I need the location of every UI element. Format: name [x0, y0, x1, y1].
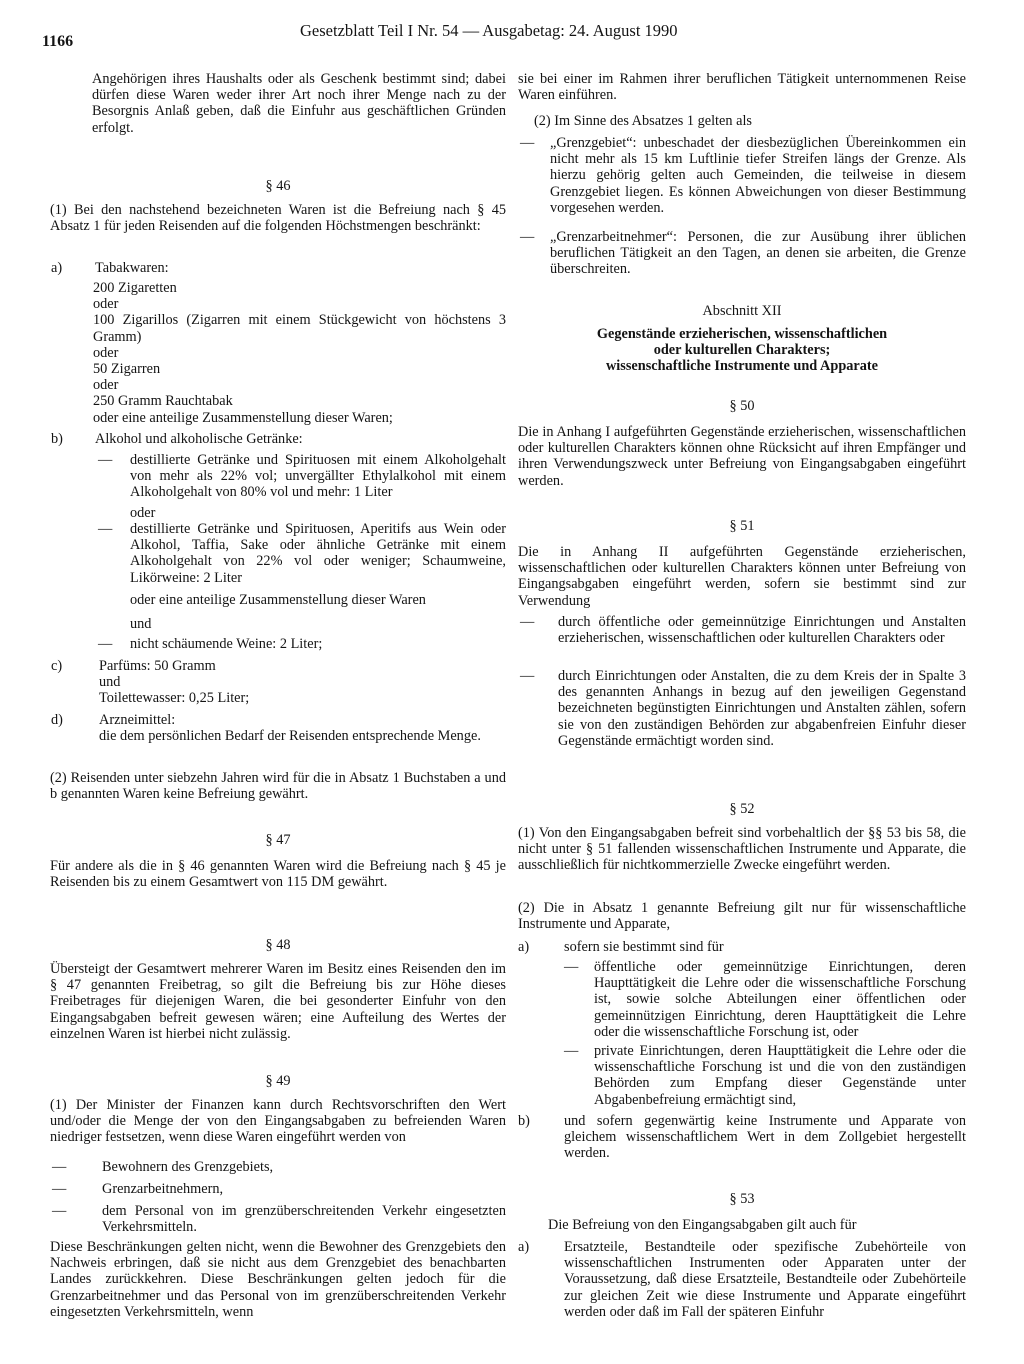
- intro-paragraph: Angehörigen ihres Haushalts oder als Geschenk bestimmt sind; dabei dürfen diese Waren weder ihrer Art noch ihrer Menge nach zu der Besorgnis Anlaß geben, daß die Einfuhr aus geschäftlichen Gründen erfolgt.: [92, 71, 506, 136]
- alcohol-item: [98, 636, 506, 652]
- dash-item-text: private Einrichtungen, deren Haupttätigkeit die Lehre oder die wissenschaftliche Forschung ist und die von den zuständigen Behörden zum Empfang dieser Gegenstände unter Abgabenbefreiung ermächtigt sind,: [594, 1043, 966, 1108]
- quantity-line: oder: [93, 296, 119, 313]
- alcohol-item-text: destillierte Getränke und Spirituosen mit einem Alkoholgehalt von mehr als 22% vol; unvergällter Ethylalkohol mit einem Alkoholgehalt von 80% vol und mehr: 1 Liter: [130, 452, 506, 501]
- dash-marker: —: [52, 1159, 67, 1175]
- dash-item: [564, 959, 966, 1040]
- alcohol-item: [98, 452, 506, 501]
- dash-marker: —: [98, 452, 113, 468]
- list-line: Parfüms: 50 Gramm: [99, 658, 216, 674]
- list-line: Arzneimittel:: [99, 712, 176, 728]
- running-head: Gesetzblatt Teil I Nr. 54 — Ausgabetag: 24. August 1990: [300, 21, 678, 40]
- dash-marker: —: [520, 668, 535, 684]
- quantity-line: oder: [93, 377, 119, 394]
- quantity-line: 250 Gramm Rauchtabak: [93, 393, 233, 410]
- list-item-text: sofern sie bestimmt sind für: [564, 939, 724, 955]
- dash-marker: —: [520, 135, 535, 151]
- dash-marker: —: [52, 1203, 67, 1219]
- definition-item: [520, 135, 966, 216]
- list-marker: c): [51, 658, 63, 674]
- section-48-paragraph: Übersteigt der Gesamtwert mehrerer Waren im Besitz eines Reisenden den im § 47 genannten Freibetrag, so gilt die Befreiung bis zur Höhe dieses Freibetrages für diejenigen Waren, die bei gesonderter Einfuhr von den Eingangsabgaben befreit gewesen wären; eine Aufteilung des Wertes der einzelnen Waren ist hierbei nicht zulässig.: [50, 961, 506, 1042]
- dash-item: [520, 668, 966, 749]
- section-title-line: Gegenstände erzieherischen, wissenschaftlichen: [596, 326, 888, 342]
- definition-item: [520, 229, 966, 278]
- list-marker: a): [518, 939, 530, 955]
- section-46-paragraph-2: (2) Reisenden unter siebzehn Jahren wird für die in Absatz 1 Buchstaben a und b genannten Waren keine Befreiung gewährt.: [50, 770, 506, 803]
- section-53-heading: § 53: [729, 1191, 755, 1207]
- section-46-paragraph-1: (1) Bei den nachstehend bezeichneten Waren ist die Befreiung nach § 45 Absatz 1 für jeden Reisenden auf die folgenden Höchstmengen beschränkt:: [50, 202, 506, 235]
- dash-marker: —: [520, 614, 535, 630]
- intro-paragraph: sie bei einer im Rahmen ihrer beruflichen Tätigkeit unternommenen Reise Waren einführen.: [518, 71, 966, 104]
- list-marker: b): [51, 431, 63, 447]
- dash-item-text: durch Einrichtungen oder Anstalten, die zu dem Kreis der in Spalte 3 des genannten Anhangs in bezug auf den jeweiligen Gegenstand bezeichneten begünstigten Einrichtungen und Anstalten zählen, sofern sie von den zuständigen Behörden zur abgabenfreien Einfuhr dieser Gegenstände ermächtigt worden sind.: [558, 668, 966, 749]
- dash-marker: —: [98, 636, 113, 652]
- section-49-heading: § 49: [265, 1073, 291, 1089]
- definition-text: „Grenzgebiet“: unbeschadet der diesbezüglichen Übereinkommen ein nicht mehr als 15 km Luftlinie tiefer Streifen längs der Grenze. Als hierzu gehörig gelten auch Gemeinden, die teilweise in diesem Grenzgebiet liegen. Es können Abweichungen von dieser Bestimmung vorgesehen werden.: [550, 135, 966, 216]
- section-50-paragraph: Die in Anhang I aufgeführten Gegenstände erzieherischen, wissenschaftlichen oder kulturellen Charakters können ohne Rücksicht auf ihren Empfänger und ihren Verwendungszweck unter Befreiung von Eingangsabgaben eingeführt werden.: [518, 424, 966, 489]
- section-48-heading: § 48: [265, 937, 291, 953]
- list-item-text: und sofern gegenwärtig keine Instrumente und Apparate von gleichem wissenschaftlichem Wert in dem Zollgebiet hergestellt werden.: [564, 1113, 966, 1162]
- list-marker: d): [51, 712, 63, 728]
- list-line: die dem persönlichen Bedarf der Reisenden entsprechende Menge.: [99, 728, 481, 745]
- section-52-heading: § 52: [729, 801, 755, 817]
- dash-item-text: Bewohnern des Grenzgebiets,: [102, 1159, 274, 1175]
- list-item-d: [51, 712, 506, 745]
- quantity-line: 200 Zigaretten: [93, 280, 177, 296]
- dash-marker: —: [98, 521, 113, 537]
- page-number: 1166: [42, 33, 74, 50]
- dash-marker: —: [520, 229, 535, 245]
- section-title: [518, 326, 966, 375]
- section-50-heading: § 50: [729, 398, 755, 414]
- list-item-a: [518, 939, 966, 955]
- section-46-heading: § 46: [265, 178, 291, 194]
- dash-item-text: dem Personal von im grenzüberschreitenden Verkehr eingesetzten Verkehrsmitteln.: [102, 1203, 506, 1236]
- dash-item-text: durch öffentliche oder gemeinnützige Einrichtungen und Anstalten erzieherischen, wissenschaftlichen oder kulturellen Charakters oder: [558, 614, 966, 647]
- list-line: Toilettewasser: 0,25 Liter;: [99, 690, 250, 707]
- dash-marker: —: [52, 1181, 67, 1197]
- section-title-line: wissenschaftliche Instrumente und Apparate: [605, 358, 879, 375]
- dash-item: [52, 1181, 506, 1197]
- quantity-line: 50 Zigarren: [93, 361, 161, 378]
- alcohol-item-text: destillierte Getränke und Spirituosen, Aperitifs aus Wein oder Alkohol, Taffia, Sake oder ähnliche Getränke mit einem Alkoholgehalt von 22% vol oder weniger; Schaumweine, Likörweine: 2 Liter: [130, 521, 506, 586]
- tobacco-quantities: [93, 280, 506, 426]
- section-47-heading: § 47: [265, 832, 291, 848]
- section-label: Abschnitt XII: [702, 303, 782, 319]
- alcohol-item: [98, 521, 506, 586]
- quantity-line: oder: [93, 344, 119, 361]
- dash-item: [520, 614, 966, 647]
- list-marker: b): [518, 1113, 530, 1129]
- list-item-text: Ersatzteile, Bestandteile oder spezifische Zubehörteile von wissenschaftlichen Instrumenten oder Apparaten unter der Voraussetzung, daß diese Ersatzteile, Bestandteile oder Zubehörteile zur gleichen Zeit wie diese Instrumente und Apparate eingeführt werden oder daß im Fall der späteren Einfuhr: [564, 1239, 966, 1320]
- section-51-heading: § 51: [729, 518, 755, 534]
- list-marker: a): [51, 260, 63, 276]
- section-52-paragraph-2: (2) Die in Absatz 1 genannte Befreiung gilt nur für wissenschaftliche Instrumente und Apparate,: [518, 900, 966, 933]
- list-item-a: [51, 260, 506, 276]
- dash-item: [52, 1203, 506, 1236]
- quantity-line: 100 Zigarillos (Zigarren mit einem Stückgewicht von höchstens 3 Gramm): [93, 312, 506, 345]
- section-51-paragraph: Die in Anhang II aufgeführten Gegenstände erzieherischen, wissenschaftlichen oder kulturellen Charakters können unter Befreiung von Eingangsabgaben eingeführt werden, sofern sie bestimmt sind zur Verwendung: [518, 544, 966, 609]
- quantity-line: oder eine anteilige Zusammenstellung dieser Waren;: [93, 409, 393, 426]
- section-47-paragraph: Für andere als die in § 46 genannten Waren wird die Befreiung nach § 45 je Reisenden bis zu einem Gesamtwert von 115 DM gewährt.: [50, 858, 506, 891]
- section-53-paragraph: Die Befreiung von den Eingangsabgaben gilt auch für: [548, 1217, 857, 1233]
- dash-item: [564, 1043, 966, 1108]
- list-item-a: [518, 1239, 966, 1320]
- list-item-b: [51, 431, 506, 447]
- connector-text: oder eine anteilige Zusammenstellung dieser Waren: [130, 592, 426, 608]
- connector-text: oder: [130, 505, 156, 521]
- list-marker: a): [518, 1239, 530, 1255]
- section-title-line: oder kulturellen Charakters;: [653, 342, 831, 359]
- page-header: [0, 0, 1024, 48]
- dash-marker: —: [564, 1043, 579, 1059]
- dash-marker: —: [564, 959, 579, 975]
- alcohol-item-text: nicht schäumende Weine: 2 Liter;: [130, 636, 323, 652]
- section-52-paragraph-1: (1) Von den Eingangsabgaben befreit sind vorbehaltlich der §§ 53 bis 58, die nicht unter § 51 fallenden wissenschaftlichen Instrumente und Apparate, die ausschließlich für nichtkommerzielle Zwecke eingeführt werden.: [518, 825, 966, 874]
- definitions-intro: (2) Im Sinne des Absatzes 1 gelten als: [534, 113, 752, 129]
- list-item-title: Alkohol und alkoholische Getränke:: [95, 431, 303, 447]
- list-item-c: [51, 658, 506, 707]
- list-item-b: [518, 1113, 966, 1162]
- connector-text: und: [130, 616, 152, 632]
- section-49-paragraph-2: Diese Beschränkungen gelten nicht, wenn die Bewohner des Grenzgebiets den Nachweis erbringen, daß sie nicht aus dem Grenzgebiet des benachbarten Landes zurückkehren. Diese Beschränkungen gelten jedoch für die Grenzarbeitnehmer und das Personal von im grenzüberschreitenden Verkehr eingesetzten Verkehrsmitteln, wenn: [50, 1239, 506, 1320]
- section-49-paragraph-1: (1) Der Minister der Finanzen kann durch Rechtsvorschriften den Wert und/oder die Menge der von den Eingangsabgaben zu befreienden Waren niedriger festsetzen, wenn diese Waren eingeführt werden von: [50, 1097, 506, 1146]
- definition-text: „Grenzarbeitnehmer“: Personen, die zur Ausübung ihrer üblichen beruflichen Tätigkeit an den Tagen, an denen sie arbeiten, die Grenze überschreiten.: [550, 229, 966, 278]
- list-line: und: [99, 674, 121, 691]
- dash-item-text: Grenzarbeitnehmern,: [102, 1181, 224, 1197]
- dash-item-text: öffentliche oder gemeinnützige Einrichtungen, deren Haupttätigkeit die Lehre oder die wissenschaftliche Forschung ist, sowie solche Abteilungen einer öffentlichen oder gemeinnützigen Einrichtung, deren Haupttätigkeit die Lehre oder die wissenschaftliche Forschung ist, oder: [594, 959, 966, 1040]
- dash-item: [52, 1159, 506, 1175]
- list-item-title: Tabakwaren:: [95, 260, 169, 276]
